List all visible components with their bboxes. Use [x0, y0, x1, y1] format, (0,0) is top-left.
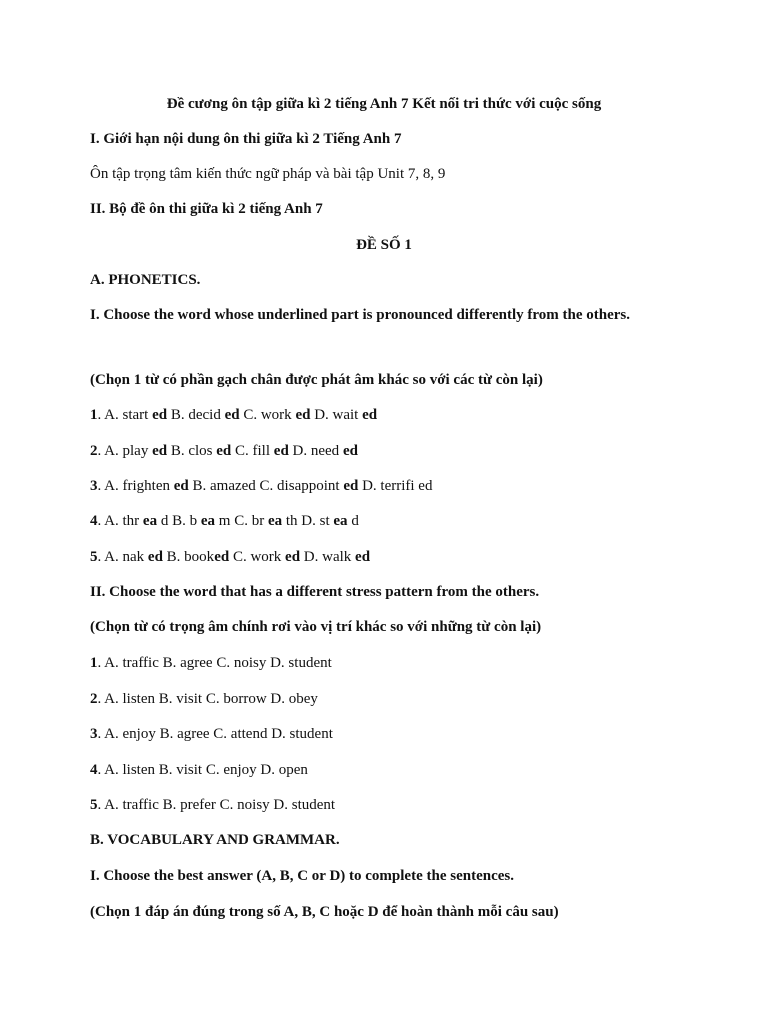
underlined-part: ed [273, 443, 289, 459]
underlined-part: ed [152, 407, 168, 423]
item-text: C. work [229, 549, 286, 565]
item-text: . A. traffic B. agree C. noisy D. student [97, 655, 332, 671]
underlined-part: ea [267, 513, 283, 529]
item-number: 1 [90, 407, 98, 423]
item-text: . A. listen B. visit C. borrow D. obey [97, 691, 318, 707]
item-number: 2 [90, 443, 98, 459]
item-text: th D. st [282, 513, 334, 529]
item-text: B. book [162, 549, 215, 565]
item-text: . A. traffic B. prefer C. noisy D. student [97, 797, 336, 813]
section-heading-exam-set: II. Bộ đề ôn thi giữa kì 2 tiếng Anh 7 [90, 201, 323, 217]
grammar-instruction: I. Choose the best answer (A, B, C or D) to complete the sentences. [90, 868, 514, 884]
underlined-part: ed [355, 549, 371, 565]
stress-item-3 [90, 724, 333, 744]
item-text: B. decid [167, 407, 225, 423]
item-number: 1 [90, 655, 98, 671]
section-scope-body: Ôn tập trọng tâm kiến thức ngữ pháp và bài tập Unit 7, 8, 9 [90, 166, 446, 182]
item-text: . A. play [97, 443, 153, 459]
underlined-part: ed [216, 443, 232, 459]
item-text: . A. nak [97, 549, 148, 565]
grammar-instruction-vi: (Chọn 1 đáp án đúng trong số A, B, C hoặc D để hoàn thành mỗi câu sau) [90, 904, 559, 920]
underlined-part: ed [147, 549, 163, 565]
phonetics-item-5 [90, 547, 370, 567]
stress-item-5 [90, 795, 335, 815]
underlined-part: ed [295, 407, 311, 423]
item-number: 5 [90, 549, 98, 565]
item-text: d B. b [157, 513, 201, 529]
item-text: C. work [239, 407, 296, 423]
phonetics-instruction: I. Choose the word whose underlined part is pronounced differently from the others. [90, 307, 631, 323]
underlined-part: ed [362, 407, 378, 423]
item-number: 2 [90, 691, 98, 707]
underlined-part: ed [342, 443, 358, 459]
phonetics-item-1 [90, 405, 377, 425]
item-text: . A. listen B. visit C. enjoy D. open [97, 762, 308, 778]
item-text: C. fill [231, 443, 274, 459]
item-number: 5 [90, 797, 98, 813]
item-text: d [347, 513, 359, 529]
item-text: B. clos [167, 443, 217, 459]
stress-instruction: II. Choose the word that has a different stress pattern from the others. [90, 584, 540, 600]
underlined-part: ed [152, 443, 168, 459]
underlined-part: ed [173, 478, 189, 494]
section-heading-scope: I. Giới hạn nội dung ôn thi giữa kì 2 Tiếng Anh 7 [90, 131, 402, 147]
item-text: D. wait [310, 407, 363, 423]
underlined-part: ea [333, 513, 348, 529]
exam-title: ĐỀ SỐ 1 [356, 237, 412, 253]
underlined-part: ed [285, 549, 301, 565]
part-a-heading: A. PHONETICS. [90, 272, 201, 288]
underlined-part: ea [142, 513, 158, 529]
item-text: D. walk [300, 549, 356, 565]
part-b-heading: B. VOCABULARY AND GRAMMAR. [90, 832, 340, 848]
underlined-part: ed [214, 549, 230, 565]
item-text: m C. br [215, 513, 268, 529]
phonetics-item-3 [90, 476, 432, 496]
item-text: D. need [288, 443, 343, 459]
underlined-part: ea [200, 513, 216, 529]
underlined-part: ed [224, 407, 240, 423]
document-title: Đề cương ôn tập giữa kì 2 tiếng Anh 7 Kết nối tri thức với cuộc sống [166, 96, 602, 112]
underlined-part: ed [343, 478, 359, 494]
item-number: 3 [90, 726, 98, 742]
phonetics-item-4 [90, 511, 359, 531]
stress-instruction-vi: (Chọn từ có trọng âm chính rơi vào vị trí khác so với những từ còn lại) [90, 619, 542, 635]
item-number: 3 [90, 478, 98, 494]
item-text: . A. thr [97, 513, 143, 529]
stress-item-1 [90, 653, 332, 673]
item-text: . A. frighten [97, 478, 174, 494]
item-text: D. terrifi ed [358, 478, 433, 494]
stress-item-2 [90, 689, 318, 709]
stress-item-4 [90, 760, 308, 780]
phonetics-item-2 [90, 441, 358, 461]
item-text: . A. enjoy B. agree C. attend D. student [97, 726, 333, 742]
phonetics-instruction-vi: (Chọn 1 từ có phần gạch chân được phát âm khác so với các từ còn lại) [90, 372, 543, 388]
item-text: B. amazed C. disappoint [188, 478, 344, 494]
item-text: . A. start [97, 407, 153, 423]
item-number: 4 [90, 513, 98, 529]
item-number: 4 [90, 762, 98, 778]
